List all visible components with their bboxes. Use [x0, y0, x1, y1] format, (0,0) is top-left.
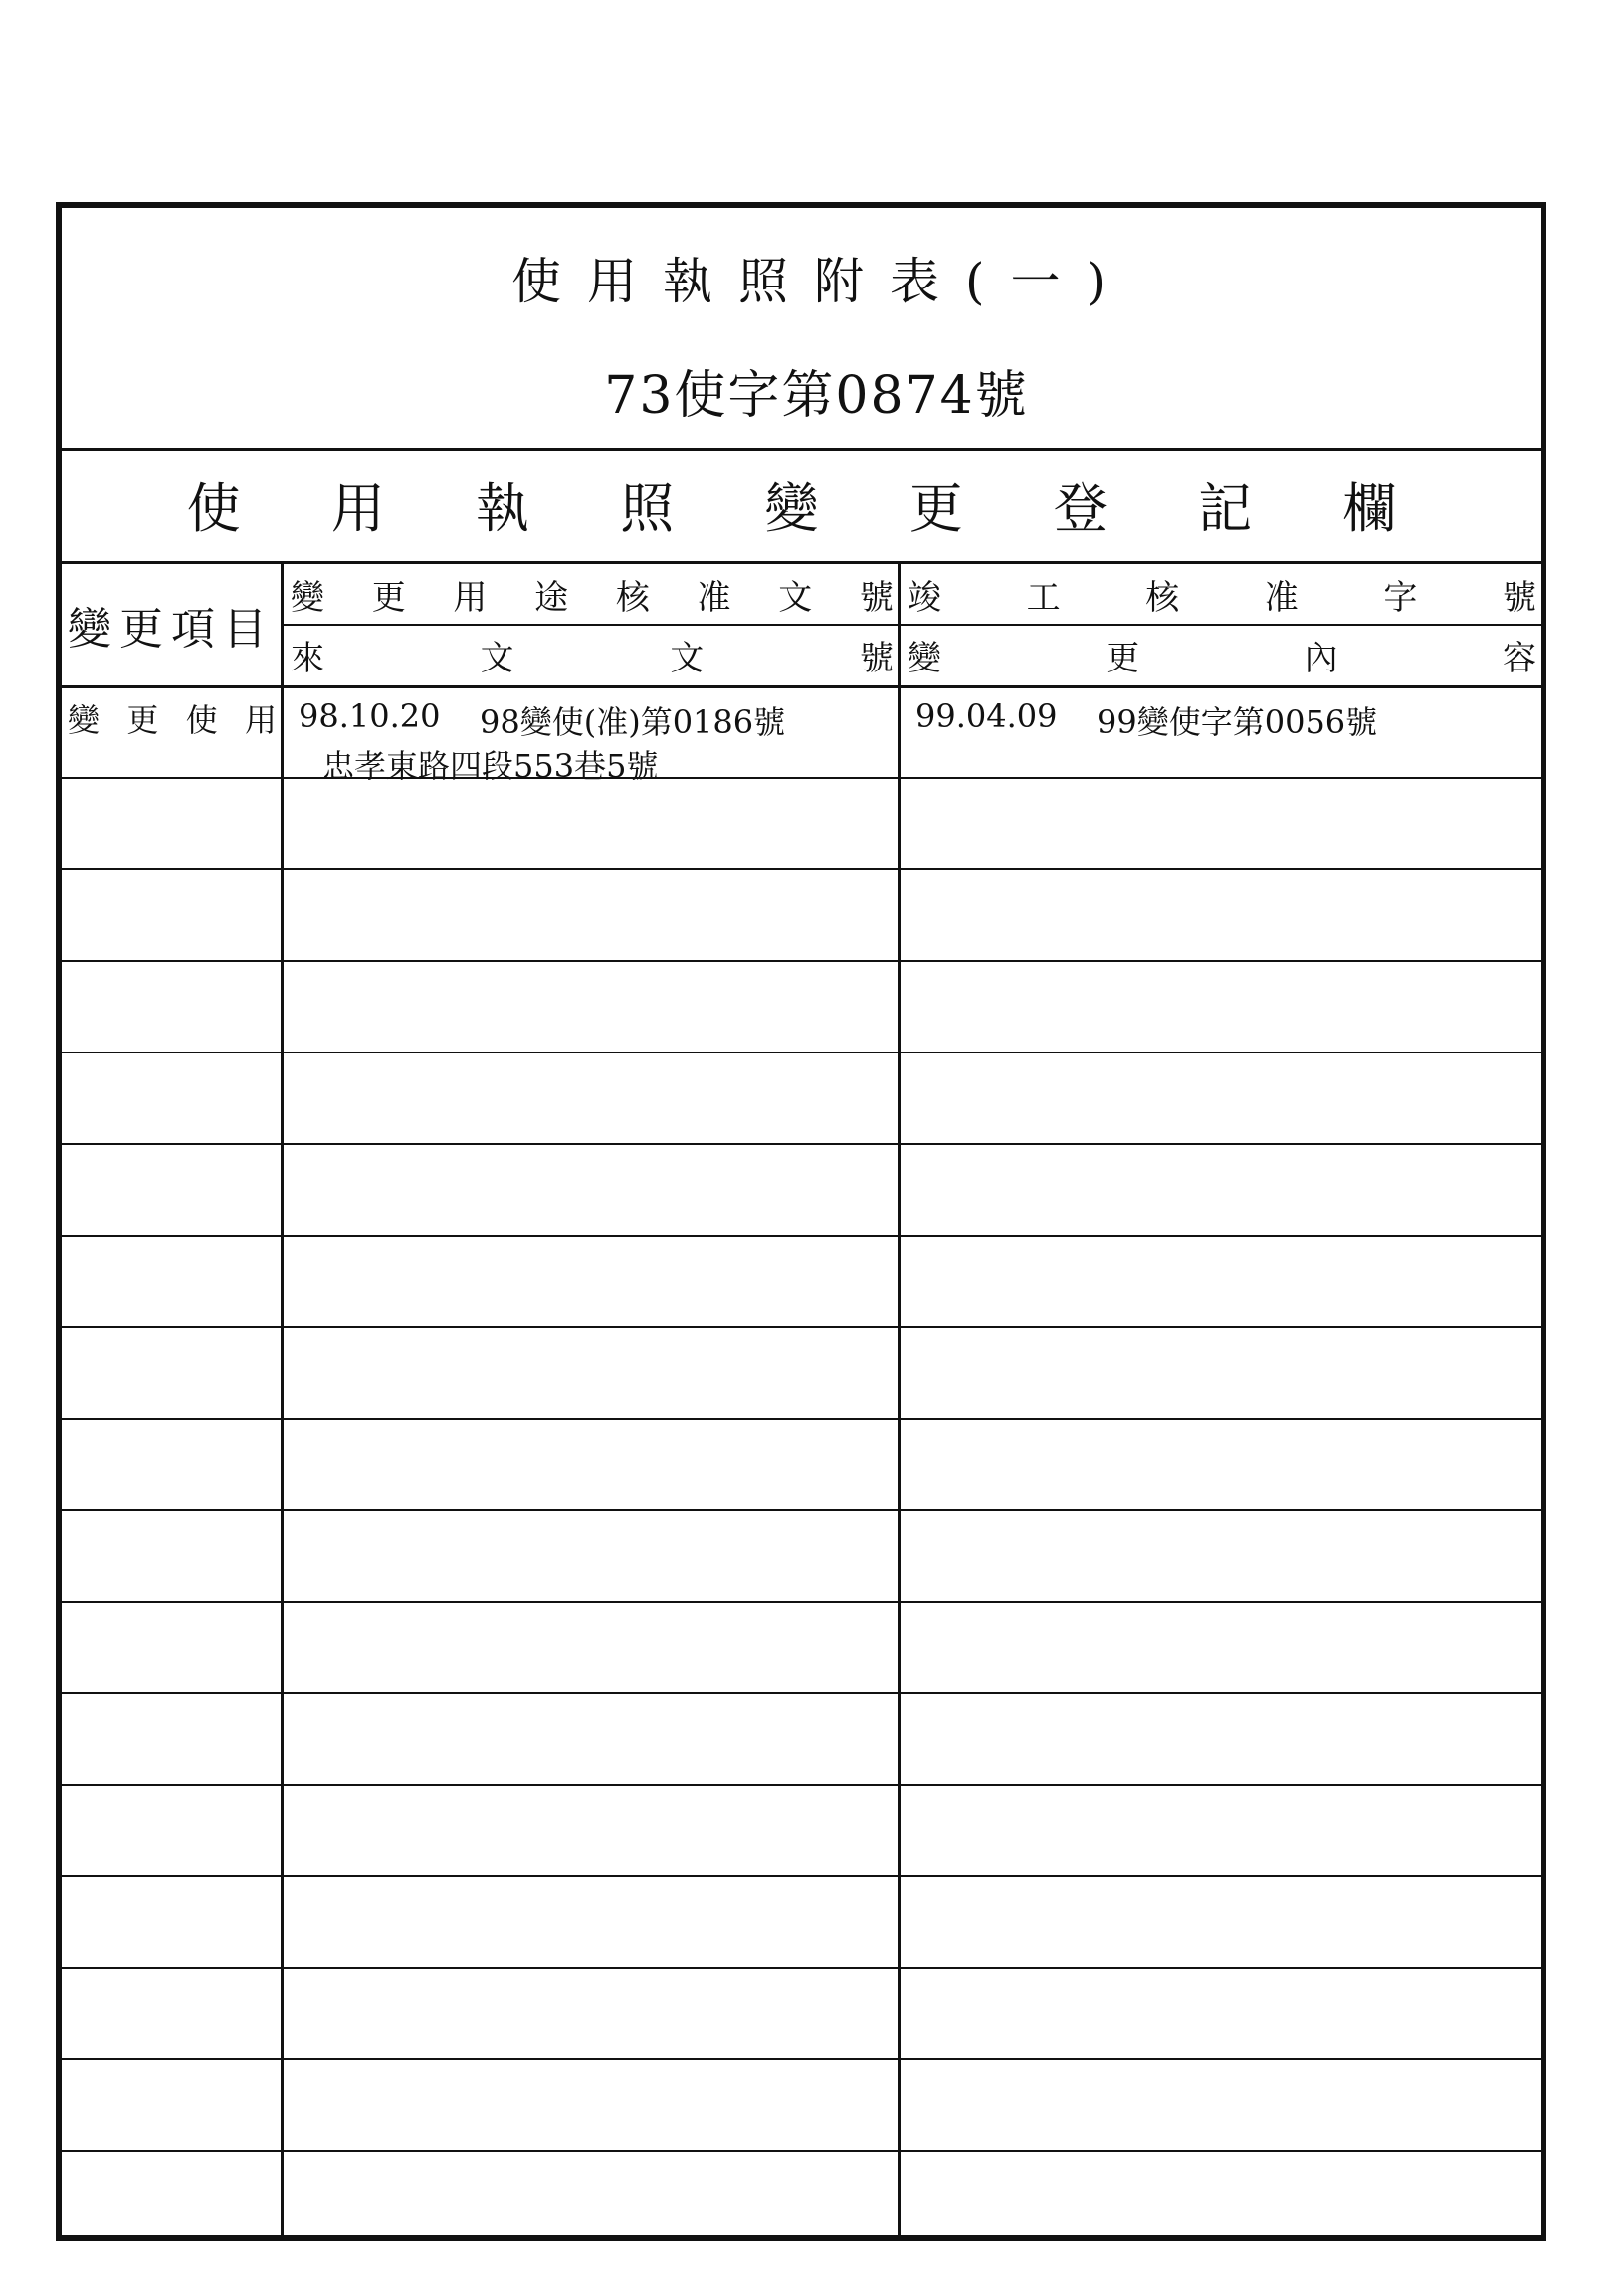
header-char: 用 [453, 578, 488, 618]
table-row [62, 777, 1541, 870]
section-heading-char: 更 [909, 477, 963, 540]
table-header [62, 564, 1541, 688]
header-char: 變 [291, 578, 324, 618]
header-char: 准 [697, 578, 731, 618]
section-heading-char: 記 [1198, 477, 1253, 540]
table-row [62, 1692, 1541, 1786]
license-number: 73使字第0874號 [604, 366, 1029, 426]
table-row [62, 1509, 1541, 1603]
section-heading-char: 欄 [1342, 477, 1397, 540]
table-row [62, 1784, 1541, 1877]
entry-item [68, 695, 277, 741]
header-char: 來 [291, 639, 324, 678]
form-frame [56, 202, 1546, 2241]
header-char: 號 [1502, 578, 1536, 618]
table-row [62, 960, 1541, 1053]
completion-number: 99變使字第0056號 [1097, 703, 1378, 741]
column-divider [898, 564, 901, 2235]
header-incoming-doc [287, 625, 898, 685]
section-heading-char: 執 [476, 477, 530, 540]
header-item-label: 變更項目 [68, 604, 275, 655]
section-heading-char: 登 [1053, 477, 1108, 540]
header-char: 更 [1106, 639, 1140, 678]
header-approval-doc [287, 564, 898, 625]
header-char: 竣 [908, 578, 941, 618]
table-row [62, 2058, 1541, 2152]
record-table [62, 564, 1541, 2235]
header-char: 工 [1026, 578, 1061, 618]
table-row [62, 1418, 1541, 1511]
header-char: 號 [859, 578, 894, 618]
table-row [62, 2150, 1541, 2241]
header-char: 核 [615, 578, 650, 618]
section-heading-char: 用 [330, 477, 385, 540]
header-char: 內 [1304, 639, 1338, 678]
approval-date: 98.10.20 [299, 697, 441, 735]
table-row [62, 1967, 1541, 2060]
table-row [62, 868, 1541, 962]
table-row [62, 1143, 1541, 1237]
approval-number: 98變使(准)第0186號 [480, 703, 786, 741]
section-heading-char: 照 [620, 477, 675, 540]
header-char: 文 [670, 639, 705, 678]
header-completion-no [904, 564, 1540, 625]
form-title: 使用執照附表(一) [510, 253, 1131, 310]
entry-item-char: 變 [68, 701, 101, 739]
header-char: 文 [778, 578, 813, 618]
section-heading-char: 使 [186, 477, 241, 540]
table-row [62, 685, 1541, 785]
entry-item-char: 用 [244, 701, 277, 739]
header-char: 容 [1502, 639, 1536, 678]
header-char: 變 [908, 639, 941, 678]
section-heading [62, 448, 1541, 564]
column-divider [281, 564, 284, 2235]
completion-date: 99.04.09 [915, 697, 1058, 735]
header-char: 字 [1383, 578, 1418, 618]
entry-item-char: 更 [126, 701, 159, 739]
entry-item-char: 使 [185, 701, 218, 739]
title-block [62, 208, 1541, 451]
section-heading-char: 變 [764, 477, 819, 540]
header-char: 准 [1264, 578, 1299, 618]
header-char: 途 [534, 578, 569, 618]
table-row [62, 1601, 1541, 1694]
header-char: 號 [859, 639, 894, 678]
table-row [62, 1326, 1541, 1420]
address: 忠孝東路四段553巷5號 [322, 747, 659, 785]
table-row [62, 1875, 1541, 1969]
header-char: 文 [480, 639, 514, 678]
header-char: 核 [1145, 578, 1180, 618]
table-row [62, 1235, 1541, 1328]
table-row [62, 1052, 1541, 1145]
header-change-content [904, 625, 1540, 685]
header-char: 更 [371, 578, 406, 618]
